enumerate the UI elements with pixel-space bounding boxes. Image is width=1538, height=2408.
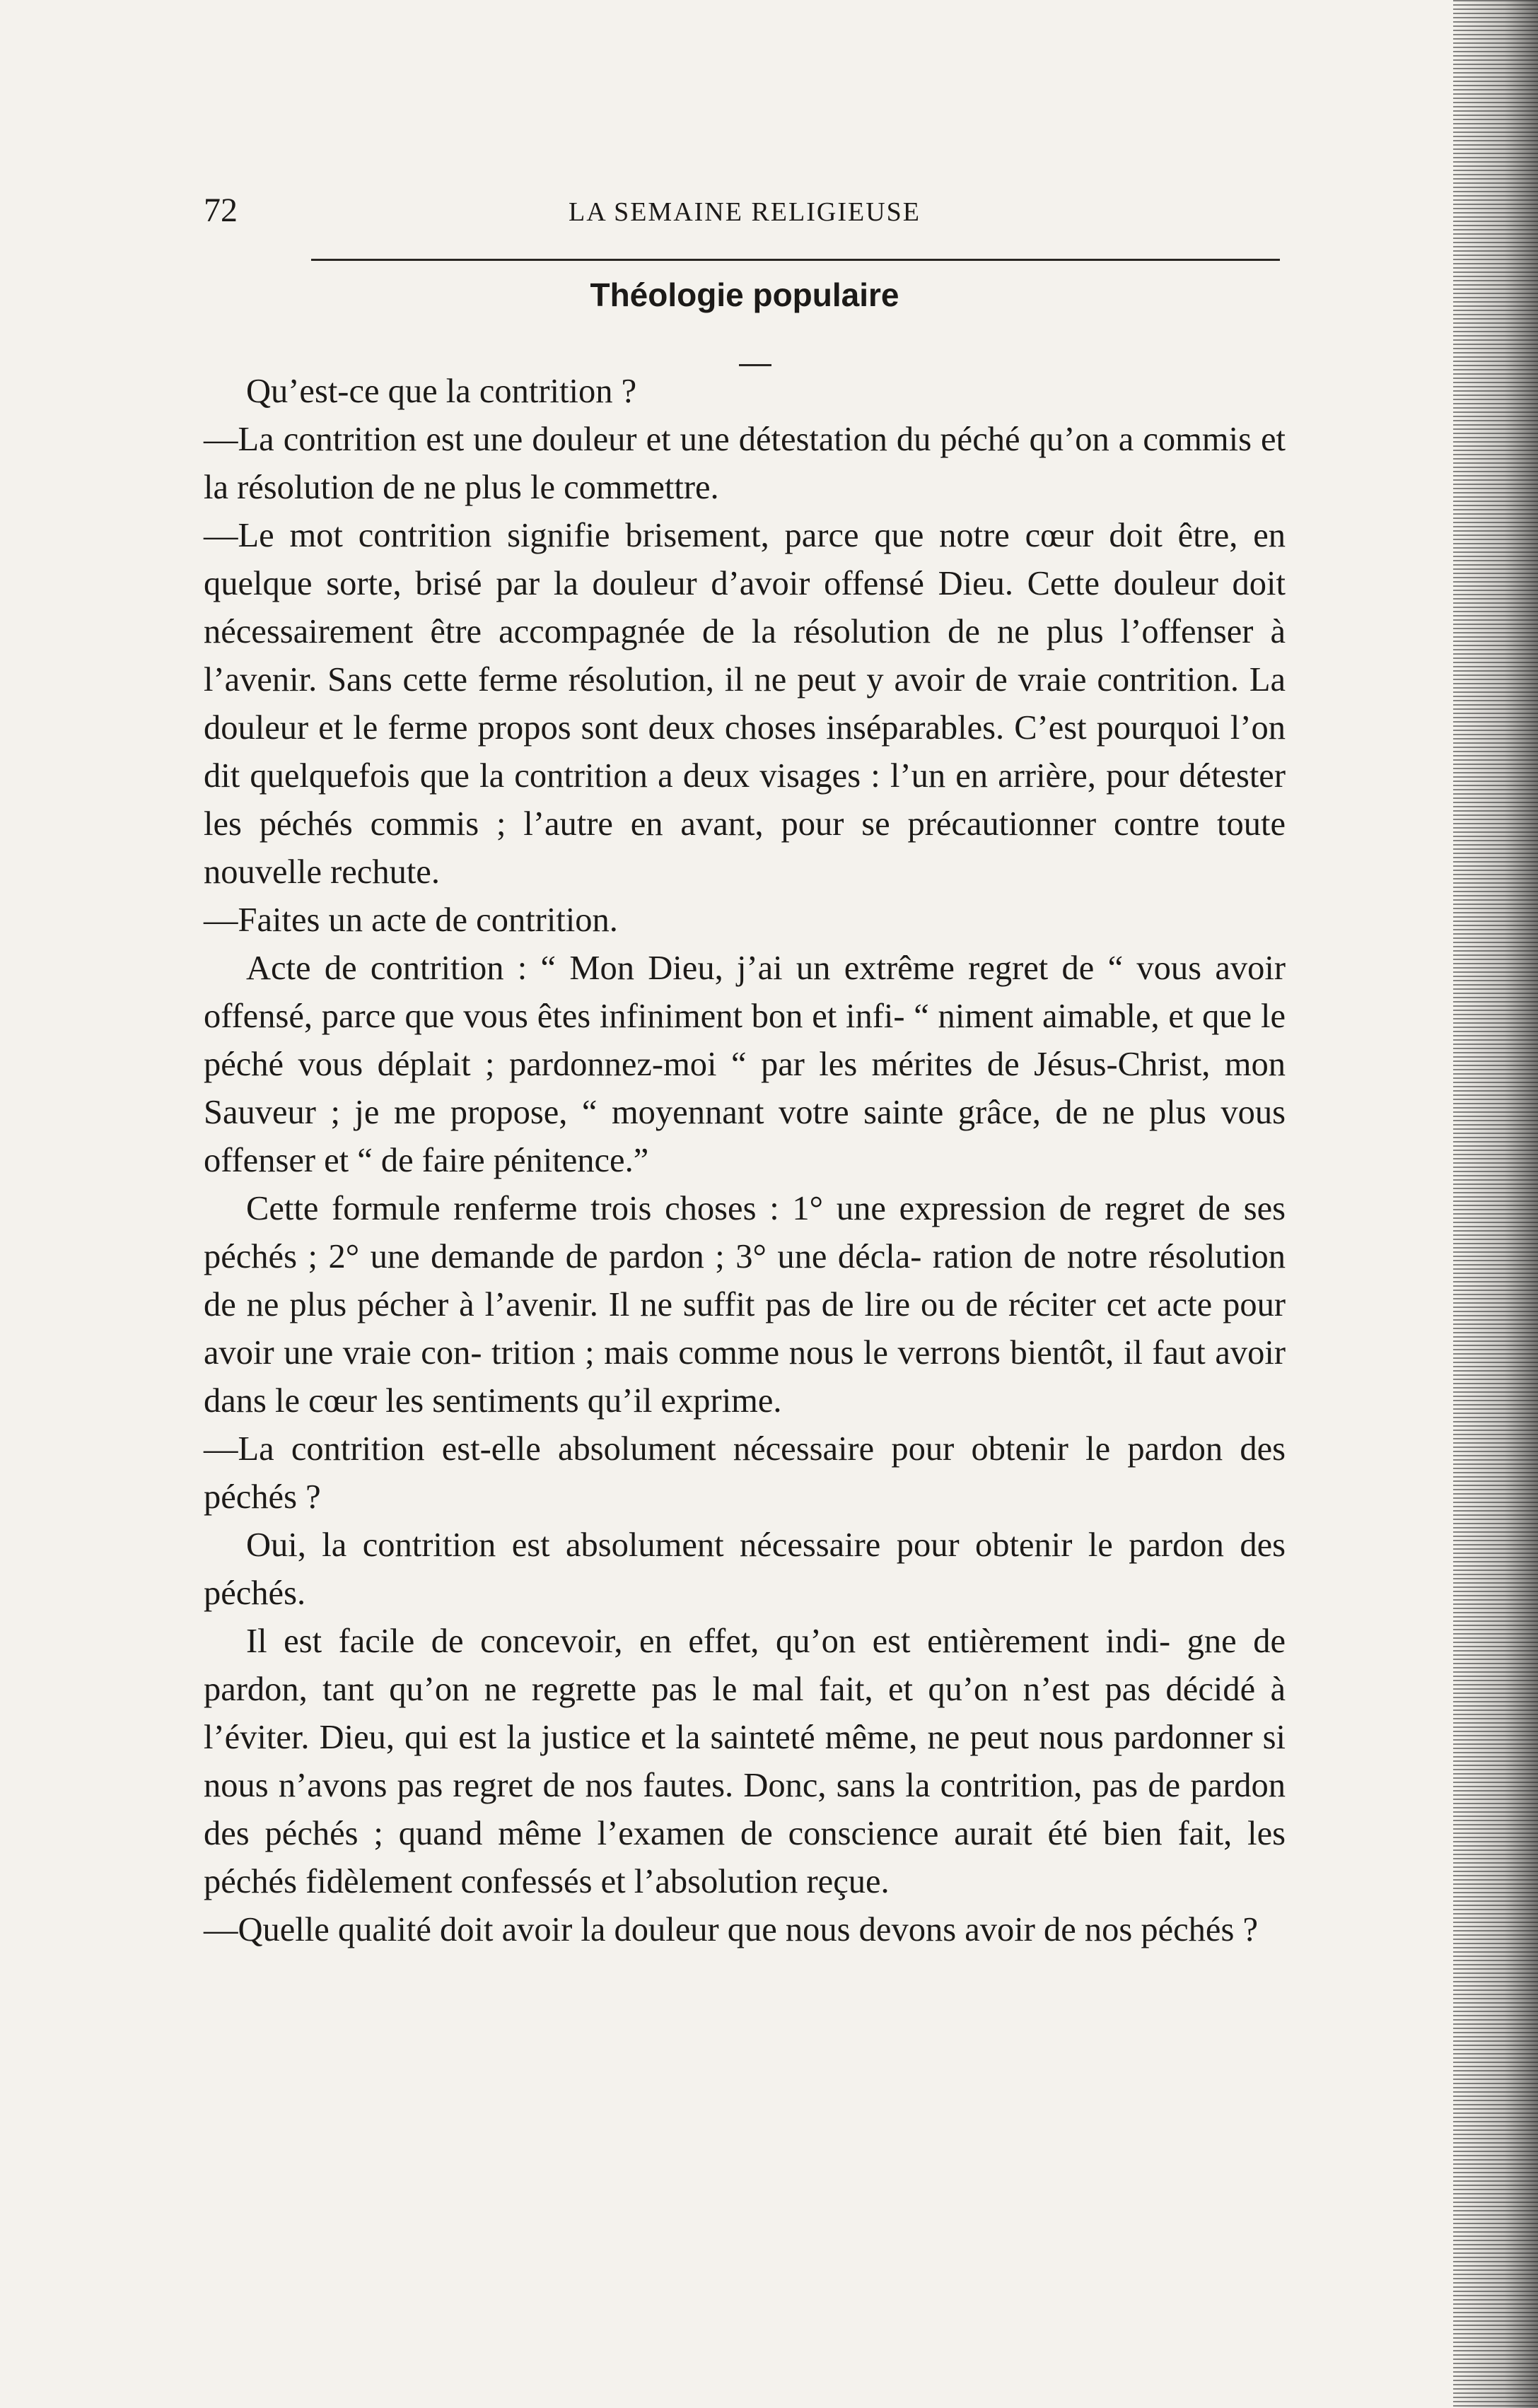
page-number: 72 [204,192,238,229]
paragraph-explanation: Il est facile de concevoir, en effet, qu’on est entièrement indi- gne de pardon, tant qu’on ne regrette pas le mal fait, et qu’on n’est pas décidé à l’éviter. Dieu, qui est la justice et la sainteté même, ne peut nous pardonner si nous n’avons pas regret de nos fautes. Donc, sans la contrition, pas de pardon des péchés ; quand même l’examen de conscience aurait été bien fait, les péchés fidèlement confessés et l’absolution reçue. [204,1623,1286,1900]
article-body [204,368,1286,1954]
paragraph-act-of-contrition: Acte de contrition : “ Mon Dieu, j’ai un extrême regret de “ vous avoir offensé, parce que vous êtes infiniment bon et infi- “ niment aimable, et que le péché vous déplait ; pardonnez-moi “ par les mérites de Jésus-Christ, mon Sauveur ; je me propose, “ moyennant votre sainte grâce, de ne plus vous offenser et “ de faire pénitence.” [204,949,1286,1179]
paragraph-question: Qu’est-ce que la contrition ? [246,373,637,410]
paragraph-question: —Faites un acte de contrition. [204,901,618,939]
paragraph-explanation: —Le mot contrition signifie brisement, parce que notre cœur doit être, en quelque sorte, brisé par la douleur d’avoir offensé Dieu. Cette douleur doit nécessairement être accompagnée de la résolution de ne plus l’offenser à l’avenir. Sans cette ferme résolution, il ne peut y avoir de vraie contrition. La douleur et le ferme propos sont deux choses inséparables. C’est pourquoi l’on dit quelquefois que la contrition a deux visages : l’un en arrière, pour détester les péchés commis ; l’autre en avant, pour se précautionner contre toute nouvelle rechute. [204,517,1286,891]
paragraph-answer: Oui, la contrition est absolument nécessaire pour obtenir le pardon des péchés. [204,1526,1286,1612]
running-head [204,191,1286,233]
running-title: LA SEMAINE RELIGIEUSE [569,197,921,227]
page-edge-shadow [1453,0,1538,2408]
article-title: Théologie populaire [590,276,899,313]
title-dash [739,364,771,366]
paragraph-question: —La contrition est-elle absolument nécessaire pour obtenir le pardon des péchés ? [204,1430,1286,1516]
header-rule [311,259,1280,261]
paragraph-question: —Quelle qualité doit avoir la douleur que nous devons avoir de nos péchés ? [204,1911,1258,1948]
paragraph-explanation: Cette formule renferme trois choses : 1° une expression de regret de ses péchés ; 2° une demande de pardon ; 3° une décla- ration de notre résolution de ne plus pécher à l’avenir. Il ne suffit pas de lire ou de réciter cet acte pour avoir une vraie con- trition ; mais comme nous le verrons bientôt, il faut avoir dans le cœur les sentiments qu’il exprime. [204,1190,1286,1420]
paragraph-answer: —La contrition est une douleur et une détestation du péché qu’on a commis et la résolution de ne plus le commettre. [204,421,1286,506]
